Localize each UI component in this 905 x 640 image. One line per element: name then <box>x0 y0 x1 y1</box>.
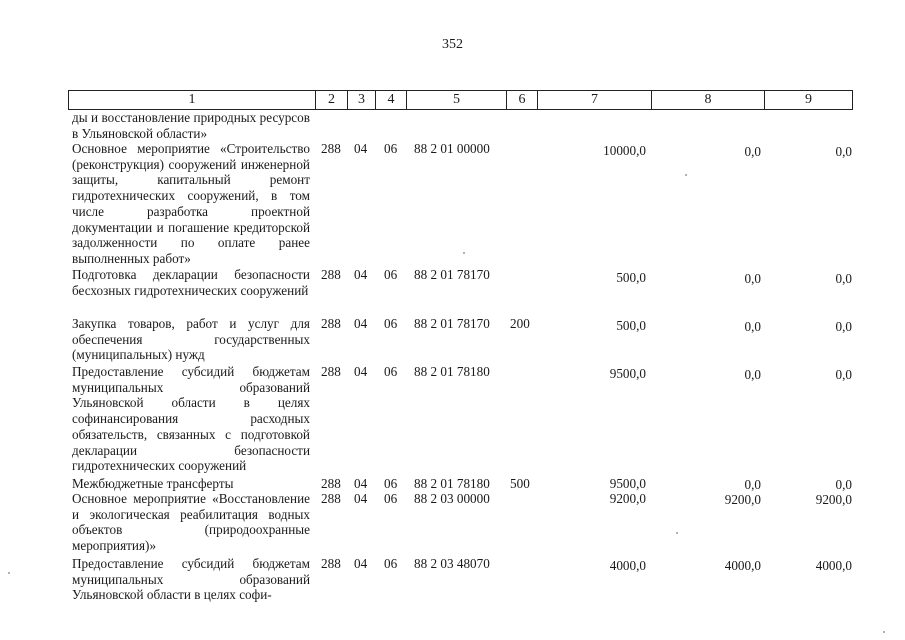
col-subsection: 06 <box>384 556 398 571</box>
header-col-5: 5 <box>453 92 460 107</box>
header-col-6: 6 <box>518 92 526 107</box>
row-name: Предоставление субсидий бюджетам муниципальных образований Ульяновской области в целях софи- <box>72 556 310 603</box>
col-ministry-code: 288 <box>321 267 341 282</box>
header-col-8: 8 <box>704 92 712 107</box>
scan-speck <box>8 572 10 574</box>
col-target-article: 88 2 01 00000 <box>414 141 490 156</box>
row-name: ды и восстановление природных ресурсов в Ульяновской области» <box>72 110 310 141</box>
header-col-4: 4 <box>387 92 395 107</box>
col-expense-type: 200 <box>510 316 530 331</box>
col-ministry-code: 288 <box>321 364 341 379</box>
header-col-2: 2 <box>328 92 335 107</box>
col-amount-8: 0,0 <box>744 477 761 492</box>
header-col-9: 9 <box>805 92 812 107</box>
col-ministry-code: 288 <box>321 316 341 331</box>
col-amount-9: 0,0 <box>835 367 852 382</box>
col-amount-7: 9500,0 <box>609 366 646 381</box>
col-ministry-code: 288 <box>321 491 341 506</box>
col-subsection: 06 <box>384 316 398 331</box>
col-amount-7: 500,0 <box>616 318 646 333</box>
row-name: Межбюджетные трансферты <box>72 476 234 491</box>
col-target-article: 88 2 03 00000 <box>414 491 490 506</box>
row-name: Подготовка декларации безопасности бесхозных гидротехнических сооружений <box>72 267 310 298</box>
col-subsection: 06 <box>384 476 398 491</box>
col-ministry-code: 288 <box>321 141 341 156</box>
col-subsection: 06 <box>384 491 398 506</box>
scan-speck <box>685 174 687 176</box>
scan-speck <box>463 252 465 254</box>
row-name: Основное мероприятие «Восстановление и экологическая реабилитация водных объектов (природоохранные мероприятия)» <box>72 491 310 554</box>
col-expense-type: 500 <box>510 476 530 491</box>
col-amount-8: 9200,0 <box>724 492 761 507</box>
col-subsection: 06 <box>384 364 398 379</box>
col-section: 04 <box>354 364 368 379</box>
col-target-article: 88 2 01 78170 <box>414 316 490 331</box>
header-col-7: 7 <box>591 92 598 107</box>
col-amount-8: 0,0 <box>744 367 761 382</box>
col-amount-8: 0,0 <box>744 319 761 334</box>
scan-speck <box>883 631 885 633</box>
col-target-article: 88 2 01 78180 <box>414 364 490 379</box>
col-amount-7: 500,0 <box>616 270 646 285</box>
header-col-3: 3 <box>358 92 365 107</box>
col-section: 04 <box>354 267 368 282</box>
col-amount-8: 4000,0 <box>724 558 761 573</box>
col-amount-9: 0,0 <box>835 319 852 334</box>
col-amount-9: 4000,0 <box>815 558 852 573</box>
col-target-article: 88 2 01 78180 <box>414 476 490 491</box>
col-amount-9: 9200,0 <box>815 492 852 507</box>
col-subsection: 06 <box>384 141 398 156</box>
col-section: 04 <box>354 556 368 571</box>
row-name: Основное мероприятие «Строительство (реконструкция) сооружений инженерной защиты, капитальный ремонт гидротехнических сооружений, в том числе разработка проектной документации и погашение кредиторской задолженности по оплате ранее выполненных работ» <box>72 141 310 266</box>
col-section: 04 <box>354 316 368 331</box>
scan-speck <box>676 532 678 534</box>
col-section: 04 <box>354 141 368 156</box>
col-amount-9: 0,0 <box>835 271 852 286</box>
col-amount-9: 0,0 <box>835 477 852 492</box>
col-amount-8: 0,0 <box>744 271 761 286</box>
row-name: Предоставление субсидий бюджетам муниципальных образований Ульяновской области в целях софинансирования расходных обязательств, связанных с подготовкой декларации безопасности гидротехнических сооружений <box>72 364 310 474</box>
page-number: 352 <box>442 37 463 52</box>
col-target-article: 88 2 01 78170 <box>414 267 490 282</box>
col-target-article: 88 2 03 48070 <box>414 556 490 571</box>
col-section: 04 <box>354 476 368 491</box>
col-amount-7: 10000,0 <box>603 143 646 158</box>
header-col-1: 1 <box>188 92 196 107</box>
col-amount-8: 0,0 <box>744 144 761 159</box>
col-amount-7: 9200,0 <box>609 491 646 506</box>
col-amount-7: 9500,0 <box>609 476 646 491</box>
col-amount-7: 4000,0 <box>609 558 646 573</box>
row-name: Закупка товаров, работ и услуг для обеспечения государственных (муниципальных) нужд <box>72 316 310 363</box>
col-subsection: 06 <box>384 267 398 282</box>
col-ministry-code: 288 <box>321 476 341 491</box>
col-amount-9: 0,0 <box>835 144 852 159</box>
col-ministry-code: 288 <box>321 556 341 571</box>
col-section: 04 <box>354 491 368 506</box>
